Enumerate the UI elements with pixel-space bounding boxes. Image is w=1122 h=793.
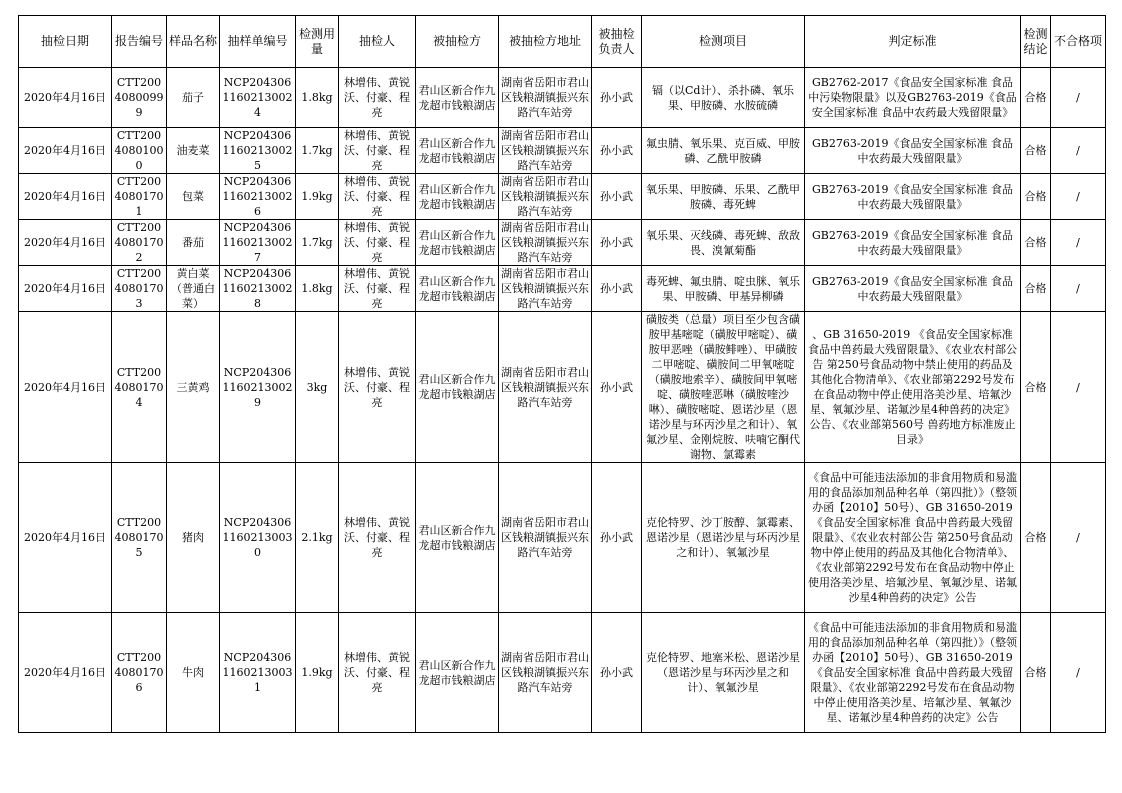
cell-report-no: CTT20040801705 xyxy=(112,463,167,613)
table-row xyxy=(19,312,1106,463)
cell-inspected: 君山区新合作九龙超市钱粮湖店 xyxy=(416,68,499,128)
cell-unqualified: / xyxy=(1051,312,1106,463)
cell-report-no: CTT20040801702 xyxy=(112,220,167,266)
cell-sampling-no: NCP20430611602130031 xyxy=(220,613,296,733)
cell-unqualified: / xyxy=(1051,128,1106,174)
cell-address: 湖南省岳阳市君山区钱粮湖镇振兴东路汽车站旁 xyxy=(499,613,592,733)
col-header-report-no: 报告编号 xyxy=(112,16,167,68)
cell-inspected: 君山区新合作九龙超市钱粮湖店 xyxy=(416,463,499,613)
cell-report-no: CTT20040801703 xyxy=(112,266,167,312)
cell-inspector: 林增伟、黄锐沃、付豪、程亮 xyxy=(339,312,416,463)
cell-date: 2020年4月16日 xyxy=(19,128,112,174)
cell-sampling-no: NCP20430611602130024 xyxy=(220,68,296,128)
cell-unqualified: / xyxy=(1051,68,1106,128)
col-header-date: 抽检日期 xyxy=(19,16,112,68)
cell-standard: 、GB 31650-2019 《食品安全国家标准 食品中兽药最大残留限量》、《农业农村部公告 第250号食品动物中禁止使用的药品及其他化合物清单》、《农业部第2292号发布在食品动物中停止使用洛美沙星、培氟沙星、氧氟沙星、诺氟沙星4种兽药的决定》公告、《农业部第560号 兽药地方标准废止目录》 xyxy=(805,312,1021,463)
cell-sample: 黄白菜（普通白菜） xyxy=(167,266,220,312)
cell-inspected: 君山区新合作九龙超市钱粮湖店 xyxy=(416,266,499,312)
col-header-inspector: 抽检人 xyxy=(339,16,416,68)
cell-inspected: 君山区新合作九龙超市钱粮湖店 xyxy=(416,174,499,220)
cell-date: 2020年4月16日 xyxy=(19,463,112,613)
cell-sampling-no: NCP20430611602130027 xyxy=(220,220,296,266)
cell-conclusion: 合格 xyxy=(1021,68,1051,128)
cell-unqualified: / xyxy=(1051,463,1106,613)
cell-standard: GB2763-2019《食品安全国家标准 食品中农药最大残留限量》 xyxy=(805,128,1021,174)
cell-standard: GB2762-2017《食品安全国家标准 食品中污染物限量》以及GB2763-2019《食品安全国家标准 食品中农药最大残留限量》 xyxy=(805,68,1021,128)
cell-conclusion: 合格 xyxy=(1021,463,1051,613)
cell-address: 湖南省岳阳市君山区钱粮湖镇振兴东路汽车站旁 xyxy=(499,463,592,613)
cell-date: 2020年4月16日 xyxy=(19,174,112,220)
table-row xyxy=(19,463,1106,613)
cell-sample: 三黄鸡 xyxy=(167,312,220,463)
cell-conclusion: 合格 xyxy=(1021,266,1051,312)
cell-items: 毒死蜱、氟虫腈、啶虫脒、氧乐果、甲胺磷、甲基异柳磷 xyxy=(642,266,805,312)
cell-conclusion: 合格 xyxy=(1021,220,1051,266)
cell-items: 磺胺类（总量）项目至少包含磺胺甲基嘧啶（磺胺甲嘧啶）、磺胺甲恶唑（磺胺鲱唑）、甲磺胺二甲嘧啶、磺胺间二甲氧嘧啶（磺胺地索辛）、磺胺间甲氧嘧啶、磺胺喹恶啉（磺胺喹沙啉）、磺胺嘧啶、恩诺沙星（恩诺沙星与环丙沙星之和计）、氧氟沙星、金刚烷胺、呋喃它酮代谢物、氯霉素 xyxy=(642,312,805,463)
table-row xyxy=(19,68,1106,128)
cell-inspector: 林增伟、黄锐沃、付豪、程亮 xyxy=(339,266,416,312)
table-row xyxy=(19,128,1106,174)
cell-responsible: 孙小武 xyxy=(592,128,642,174)
cell-unqualified: / xyxy=(1051,174,1106,220)
cell-items: 氧乐果、甲胺磷、乐果、乙酰甲胺磷、毒死蜱 xyxy=(642,174,805,220)
cell-address: 湖南省岳阳市君山区钱粮湖镇振兴东路汽车站旁 xyxy=(499,220,592,266)
cell-date: 2020年4月16日 xyxy=(19,220,112,266)
cell-conclusion: 合格 xyxy=(1021,128,1051,174)
cell-standard: 《食品中可能违法添加的非食用物质和易滥用的食品添加剂品种名单（第四批）》（整领办函【2010】50号）、GB 31650-2019 《食品安全国家标准 食品中兽药最大残留限量》、《农业农村部公告 第250号食品动物中停止使用的药品及其他化合物清单》、《农业部第2292号发布在食品动物中停止使用洛美沙星、培氟沙星、氧氟沙星、诺氟沙星4种兽药的决定》公告 xyxy=(805,463,1021,613)
cell-conclusion: 合格 xyxy=(1021,312,1051,463)
cell-unqualified: / xyxy=(1051,613,1106,733)
cell-date: 2020年4月16日 xyxy=(19,266,112,312)
cell-amount: 1.8kg xyxy=(296,266,339,312)
cell-items: 克伦特罗、地塞米松、恩诺沙星（恩诺沙星与环丙沙星之和计）、氧氟沙星 xyxy=(642,613,805,733)
cell-items: 氟虫腈、氧乐果、克百威、甲胺磷、乙酰甲胺磷 xyxy=(642,128,805,174)
cell-amount: 1.7kg xyxy=(296,128,339,174)
cell-standard: GB2763-2019《食品安全国家标准 食品中农药最大残留限量》 xyxy=(805,220,1021,266)
cell-inspected: 君山区新合作九龙超市钱粮湖店 xyxy=(416,613,499,733)
cell-conclusion: 合格 xyxy=(1021,613,1051,733)
cell-inspected: 君山区新合作九龙超市钱粮湖店 xyxy=(416,220,499,266)
cell-amount: 2.1kg xyxy=(296,463,339,613)
cell-inspector: 林增伟、黄锐沃、付豪、程亮 xyxy=(339,613,416,733)
cell-report-no: CTT20040801704 xyxy=(112,312,167,463)
cell-responsible: 孙小武 xyxy=(592,613,642,733)
cell-inspected: 君山区新合作九龙超市钱粮湖店 xyxy=(416,128,499,174)
cell-conclusion: 合格 xyxy=(1021,174,1051,220)
cell-date: 2020年4月16日 xyxy=(19,68,112,128)
cell-report-no: CTT20040801706 xyxy=(112,613,167,733)
cell-sample: 油麦菜 xyxy=(167,128,220,174)
col-header-amount: 检测用量 xyxy=(296,16,339,68)
cell-amount: 1.7kg xyxy=(296,220,339,266)
cell-sampling-no: NCP20430611602130029 xyxy=(220,312,296,463)
cell-sampling-no: NCP20430611602130025 xyxy=(220,128,296,174)
cell-unqualified: / xyxy=(1051,220,1106,266)
cell-address: 湖南省岳阳市君山区钱粮湖镇振兴东路汽车站旁 xyxy=(499,266,592,312)
cell-address: 湖南省岳阳市君山区钱粮湖镇振兴东路汽车站旁 xyxy=(499,68,592,128)
cell-address: 湖南省岳阳市君山区钱粮湖镇振兴东路汽车站旁 xyxy=(499,174,592,220)
cell-sampling-no: NCP20430611602130030 xyxy=(220,463,296,613)
cell-amount: 1.8kg xyxy=(296,68,339,128)
table-row xyxy=(19,174,1106,220)
cell-report-no: CTT20040801701 xyxy=(112,174,167,220)
cell-sampling-no: NCP20430611602130026 xyxy=(220,174,296,220)
cell-responsible: 孙小武 xyxy=(592,463,642,613)
col-header-address: 被抽检方地址 xyxy=(499,16,592,68)
cell-inspected: 君山区新合作九龙超市钱粮湖店 xyxy=(416,312,499,463)
cell-unqualified: / xyxy=(1051,266,1106,312)
cell-standard: GB2763-2019《食品安全国家标准 食品中农药最大残留限量》 xyxy=(805,266,1021,312)
table-row xyxy=(19,266,1106,312)
cell-responsible: 孙小武 xyxy=(592,220,642,266)
cell-items: 克伦特罗、沙丁胺醇、氯霉素、恩诺沙星（恩诺沙星与环丙沙星之和计）、氧氟沙星 xyxy=(642,463,805,613)
cell-responsible: 孙小武 xyxy=(592,266,642,312)
cell-standard: 《食品中可能违法添加的非食用物质和易滥用的食品添加剂品种名单（第四批）》（整领办函【2010】50号）、GB 31650-2019 《食品安全国家标准 食品中兽药最大残留限量》、《农业部第2292号发布在食品动物中停止使用洛美沙星、培氟沙星、氧氟沙星、诺氟沙星4种兽药的决定》公告 xyxy=(805,613,1021,733)
cell-standard: GB2763-2019《食品安全国家标准 食品中农药最大残留限量》 xyxy=(805,174,1021,220)
cell-responsible: 孙小武 xyxy=(592,174,642,220)
table-row xyxy=(19,220,1106,266)
col-header-sample: 样品名称 xyxy=(167,16,220,68)
header-row xyxy=(19,16,1106,68)
cell-sample: 包菜 xyxy=(167,174,220,220)
col-header-sampling-no: 抽样单编号 xyxy=(220,16,296,68)
cell-sample: 茄子 xyxy=(167,68,220,128)
cell-sampling-no: NCP20430611602130028 xyxy=(220,266,296,312)
table-row xyxy=(19,613,1106,733)
cell-inspector: 林增伟、黄锐沃、付豪、程亮 xyxy=(339,174,416,220)
cell-responsible: 孙小武 xyxy=(592,312,642,463)
col-header-conclusion: 检测结论 xyxy=(1021,16,1051,68)
cell-inspector: 林增伟、黄锐沃、付豪、程亮 xyxy=(339,128,416,174)
cell-inspector: 林增伟、黄锐沃、付豪、程亮 xyxy=(339,463,416,613)
cell-items: 镉（以Cd计）、杀扑磷、氧乐果、甲胺磷、水胺硫磷 xyxy=(642,68,805,128)
col-header-unqualified: 不合格项 xyxy=(1051,16,1106,68)
cell-amount: 1.9kg xyxy=(296,613,339,733)
cell-amount: 3kg xyxy=(296,312,339,463)
cell-items: 氧乐果、灭线磷、毒死蜱、敌敌畏、溴氰菊酯 xyxy=(642,220,805,266)
cell-inspector: 林增伟、黄锐沃、付豪、程亮 xyxy=(339,220,416,266)
cell-date: 2020年4月16日 xyxy=(19,613,112,733)
col-header-inspected: 被抽检方 xyxy=(416,16,499,68)
cell-report-no: CTT20040801000 xyxy=(112,128,167,174)
col-header-items: 检测项目 xyxy=(642,16,805,68)
cell-responsible: 孙小武 xyxy=(592,68,642,128)
cell-sample: 番茄 xyxy=(167,220,220,266)
col-header-standard: 判定标准 xyxy=(805,16,1021,68)
cell-report-no: CTT20040800999 xyxy=(112,68,167,128)
cell-sample: 猪肉 xyxy=(167,463,220,613)
cell-amount: 1.9kg xyxy=(296,174,339,220)
cell-inspector: 林增伟、黄锐沃、付豪、程亮 xyxy=(339,68,416,128)
cell-address: 湖南省岳阳市君山区钱粮湖镇振兴东路汽车站旁 xyxy=(499,128,592,174)
table-body xyxy=(19,68,1106,733)
inspection-table xyxy=(18,15,1106,733)
cell-date: 2020年4月16日 xyxy=(19,312,112,463)
cell-sample: 牛肉 xyxy=(167,613,220,733)
col-header-responsible: 被抽检负责人 xyxy=(592,16,642,68)
cell-address: 湖南省岳阳市君山区钱粮湖镇振兴东路汽车站旁 xyxy=(499,312,592,463)
